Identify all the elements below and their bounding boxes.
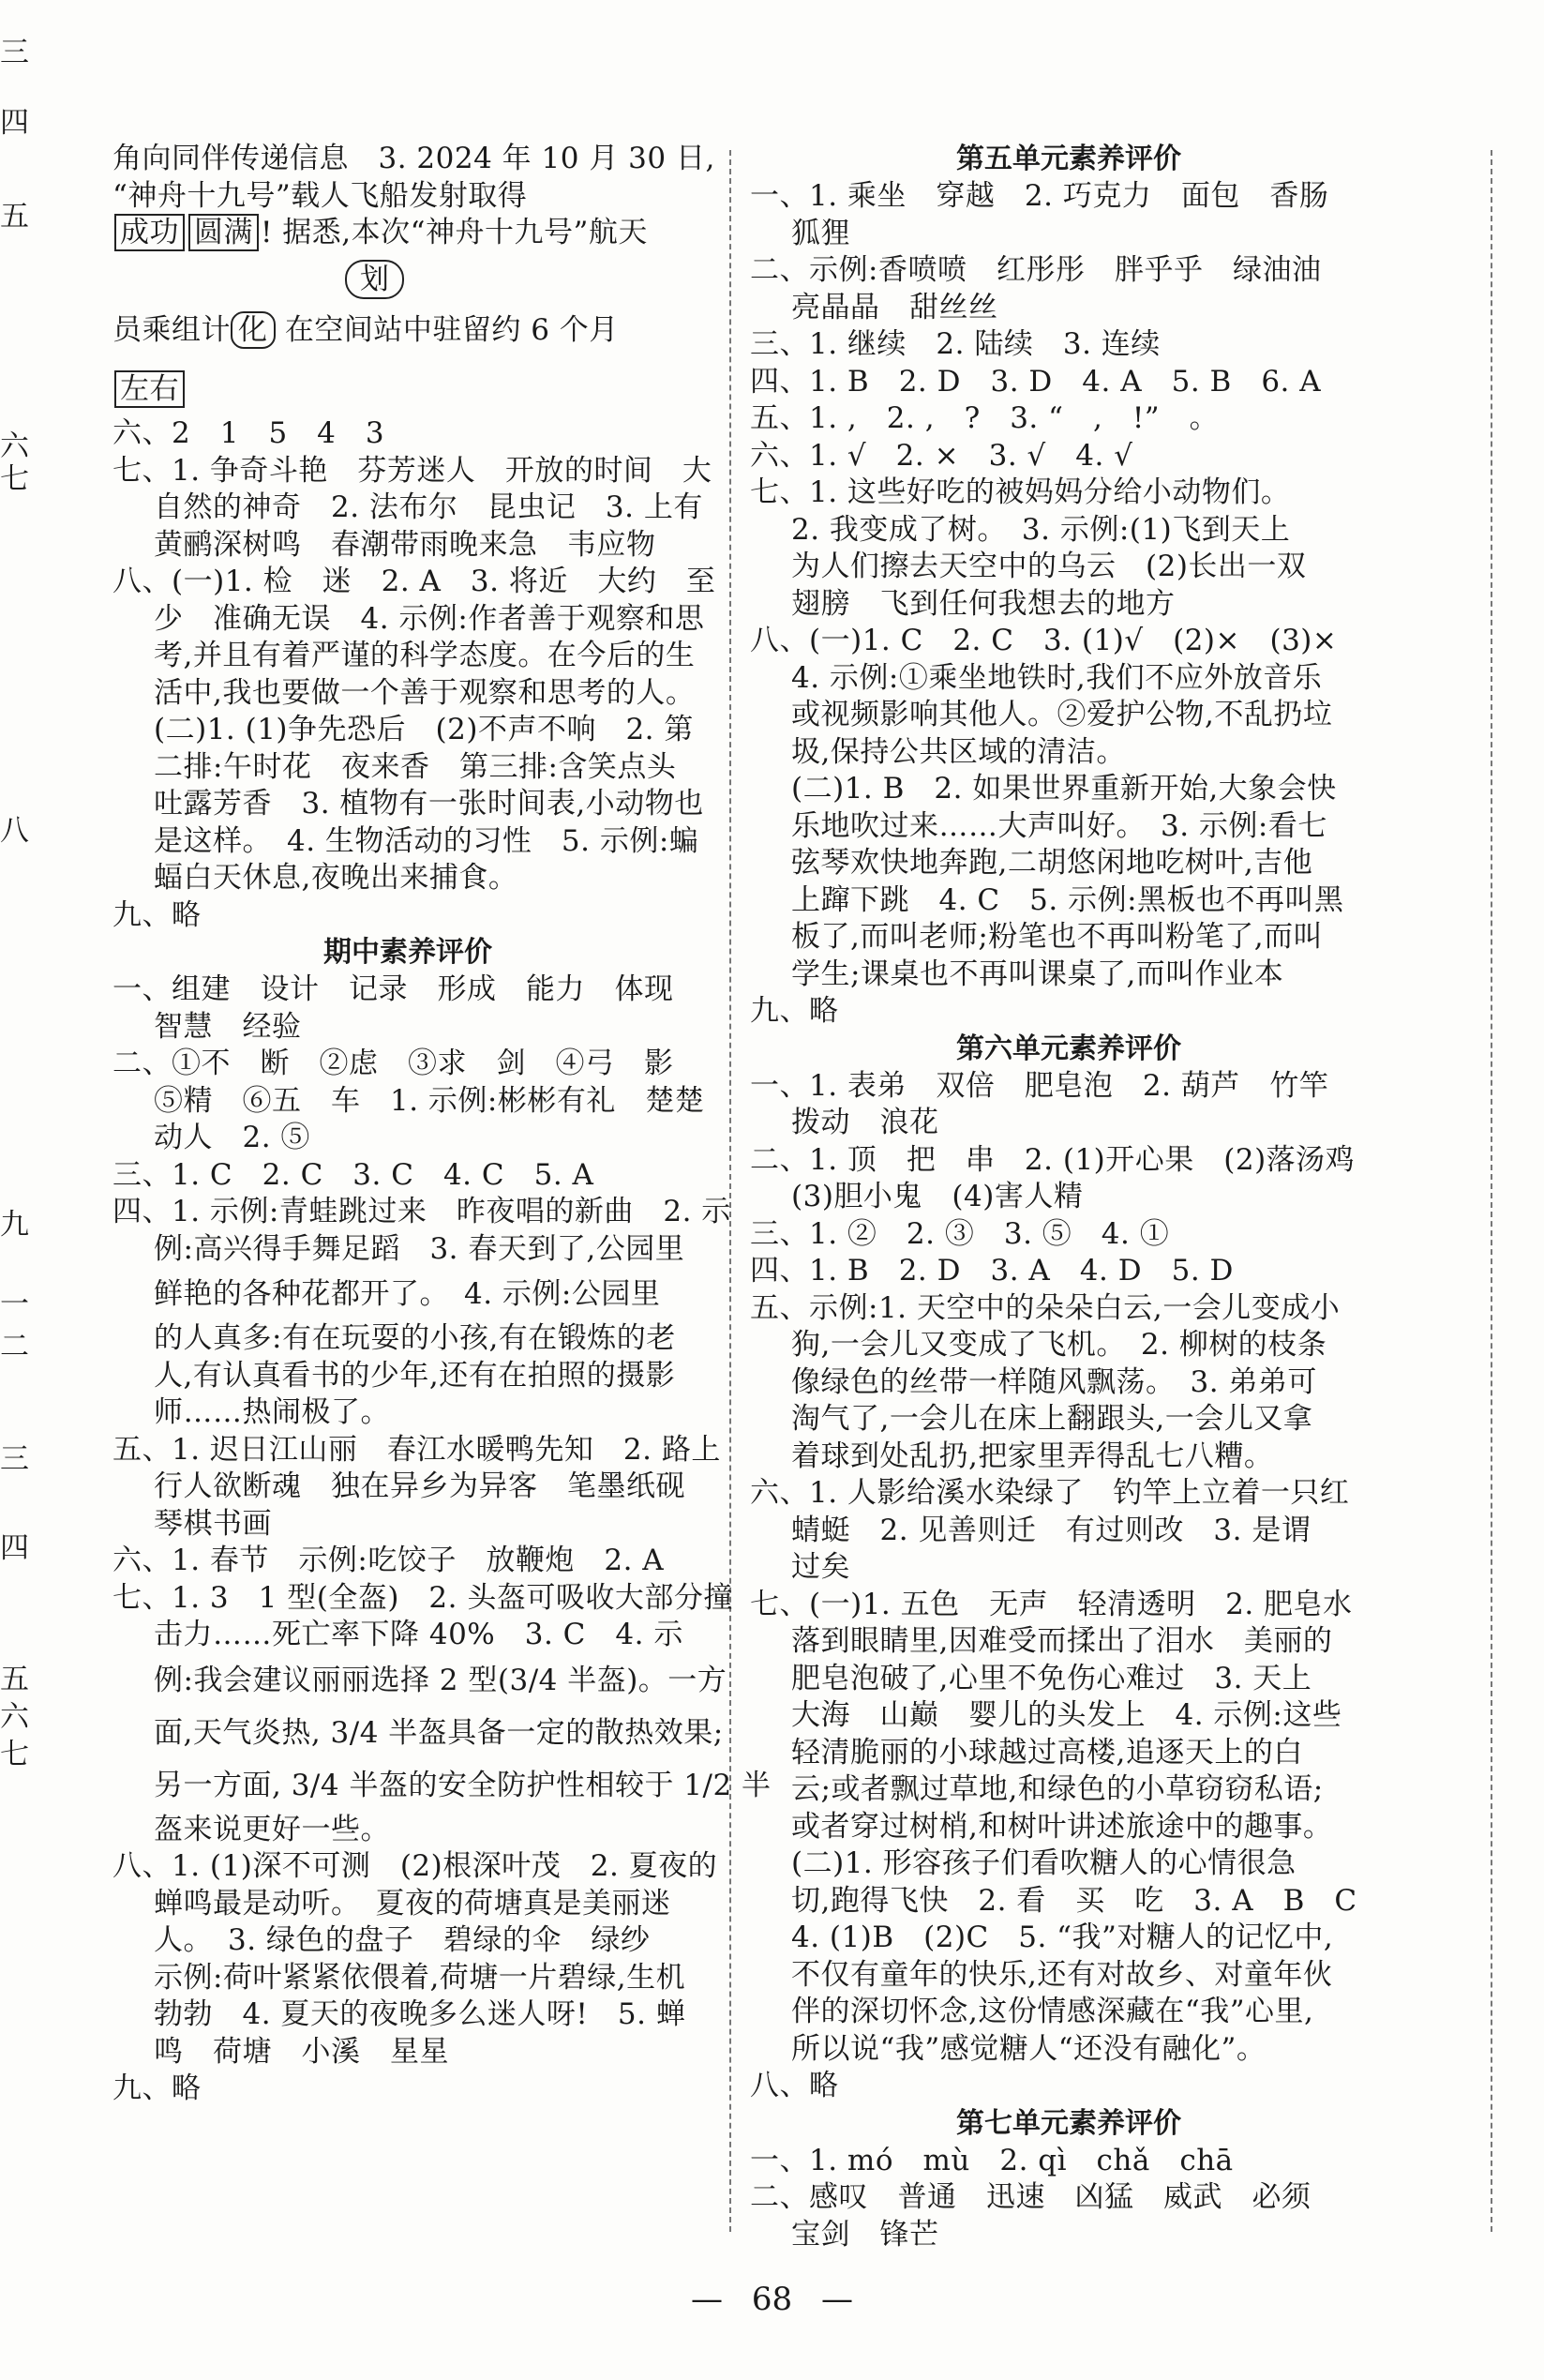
text-line: 考,并且有着严谨的科学态度。在今后的生: [154, 639, 696, 672]
text-line: 一、1. 表弟 双倍 肥皂泡 2. 葫芦 竹竿: [750, 1068, 1329, 1103]
text-line: 伴的深切怀念,这份情感深藏在“我”心里,: [791, 1995, 1314, 2028]
text-line: ⑤精 ⑥五 车 1. 示例:彬彬有礼 楚楚: [154, 1083, 705, 1118]
text-line: 五、示例:1. 天空中的朵朵白云,一会儿变成小: [750, 1290, 1341, 1325]
text-line: 拨动 浪花: [791, 1106, 939, 1139]
fragment-mark: 五: [0, 1663, 29, 1696]
text-line: (二)1. (1)争先恐后 (2)不声不响 2. 第: [154, 713, 694, 746]
middle-column: [750, 141, 1387, 2253]
text-line: (二)1. B 2. 如果世界重新开始,大象会快: [791, 772, 1337, 806]
footer-dash: —: [820, 2281, 853, 2318]
text-line: 不仅有童年的快乐,还有对故乡、对童年伙: [791, 1957, 1333, 1992]
text-fragment: ! 据悉,本次“神舟十九号”航天: [261, 216, 648, 249]
text-line: 淘气了,一会儿在床上翻跟头,一会儿又拿: [791, 1402, 1313, 1436]
text-line: 像绿色的丝带一样随风飘荡。 3. 弟弟可: [791, 1364, 1317, 1399]
text-line: [112, 363, 703, 415]
page-footer: [0, 2281, 1544, 2318]
text-line: 勃勃 4. 夏天的夜晚多么迷人呀! 5. 蝉: [154, 1997, 686, 2031]
text-line: 七、(一)1. 五色 无声 轻清透明 2. 肥皂水: [750, 1587, 1353, 1621]
text-line: 四、1. B 2. D 3. D 4. A 5. B 6. A: [750, 364, 1322, 399]
boxed-word: 成功: [114, 214, 185, 251]
fragment-mark: 二: [0, 1330, 29, 1363]
text-line: 二、①不 断 ②虑 ③求 剑 ④弓 影: [112, 1047, 674, 1080]
text-line: 三、1. C 2. C 3. C 4. C 5. A: [112, 1157, 594, 1192]
text-line: 或视频影响其他人。②爱护公物,不乱扔垃: [791, 698, 1333, 731]
text-line: 蝠白天休息,夜晚出来捕食。: [154, 861, 518, 895]
text-line: 三、1. 继续 2. 陆续 3. 连续: [750, 327, 1161, 361]
text-line: 鲜艳的各种花都开了。 4. 示例:公园里: [154, 1277, 661, 1311]
text-line: 五、1. , 2. , ? 3. “ , !” 。: [750, 401, 1220, 435]
fragment-mark: 四: [0, 1531, 29, 1565]
left-column: [112, 141, 772, 2108]
text-line: 蝉鸣最是动听。 夏夜的荷塘真是美丽迷: [154, 1886, 671, 1921]
text-line: 少 准确无误 4. 示例:作者善于观察和思: [154, 601, 705, 636]
text-line: 四、1. B 2. D 3. A 4. D 5. D: [750, 1254, 1234, 1288]
text-line: 吐露芳香 3. 植物有一张时间表,小动物也: [154, 787, 704, 821]
text-line: 角向同伴传递信息 3. 2024 年 10 月 30 日,: [112, 142, 715, 175]
text-line: 大海 山巅 婴儿的头发上 4. 示例:这些: [791, 1698, 1342, 1732]
text-line: 或者穿过树梢,和树叶讲述旅途中的趣事。: [791, 1809, 1333, 1844]
text-line: 切,跑得飞快 2. 看 买 吃 3. A B C: [791, 1883, 1357, 1918]
text-line: 着球到处乱扔,把家里弄得乱七八糟。: [791, 1439, 1274, 1473]
text-line: 师……热闹极了。: [154, 1395, 390, 1429]
text-line: 八、1. (1)深不可测 (2)根深叶茂 2. 夏夜的: [112, 1849, 718, 1883]
text-line: 行人欲断魂 独在异乡为异客 笔墨纸砚: [154, 1469, 685, 1503]
text-line: 七、1. 争奇斗艳 芬芳迷人 开放的时间 大: [112, 453, 712, 488]
text-line: 另一方面, 3/4 半盔的安全防护性相较于 1/2 半: [154, 1768, 772, 1802]
text-line: 2. 我变成了树。 3. 示例:(1)飞到天上: [791, 512, 1291, 547]
text-line: 狗,一会儿又变成了飞机。 2. 柳树的枝条: [791, 1328, 1327, 1362]
text-line: 宝剑 锋芒: [791, 2217, 939, 2252]
column-divider-right: [1491, 150, 1492, 2232]
text-line: 七、1. 3 1 型(全盔) 2. 头盔可吸收大部分撞: [112, 1580, 733, 1615]
text-line: 圾,保持公共区域的清洁。: [791, 734, 1126, 769]
text-line: 八、(一)1. 检 迷 2. A 3. 将近 大约 至: [112, 565, 716, 598]
page-number: 68: [751, 2281, 793, 2318]
text-line: 板了,而叫老师;粉笔也不再叫粉笔了,而叫: [791, 920, 1324, 954]
fragment-mark: 八: [0, 814, 29, 848]
fragment-mark: 三: [0, 36, 29, 69]
text-line: 二、示例:香喷喷 红彤彤 胖乎乎 绿油油: [750, 253, 1322, 287]
text-line: 弦琴欢快地奔跑,二胡悠闲地吃树叶,吉他: [791, 846, 1313, 880]
fragment-mark: 七: [0, 462, 29, 496]
text-line: 活中,我也要做一个善于观察和思考的人。: [154, 675, 696, 710]
text-line: 例:我会建议丽丽选择 2 型(3/4 半盔)。一方: [154, 1663, 727, 1697]
section-title-unit7: 第七单元素养评价: [956, 2106, 1181, 2140]
fragment-mark: 六: [0, 1700, 29, 1734]
fragment-mark: 五: [0, 200, 29, 233]
text-line: 过矣: [791, 1550, 850, 1584]
text-line: 一、1. 乘坐 穿越 2. 巧克力 面包 香肠: [750, 179, 1329, 213]
text-line: 示例:荷叶紧紧依偎着,荷塘一片碧绿,生机: [154, 1960, 686, 1995]
text-line: 蜻蜓 2. 见善则迁 有过则改 3. 是谓: [791, 1513, 1312, 1547]
circled-word: 化: [231, 311, 276, 349]
text-fragment: 在空间站中驻留约 6 个月: [284, 313, 619, 347]
text-line: 一、1. mó mù 2. qì chǎ chā: [750, 2143, 1234, 2177]
fragment-mark: 四: [0, 106, 29, 140]
text-line: 六、1. 春节 示例:吃饺子 放鞭炮 2. A: [112, 1544, 665, 1577]
text-line: 人,有认真看书的少年,还有在拍照的摄影: [154, 1358, 676, 1393]
text-line: 智慧 经验: [154, 1009, 302, 1044]
column-divider: [729, 150, 731, 2232]
fragment-mark: 九: [0, 1208, 29, 1242]
text-line: 落到眼睛里,因难受而揉出了泪水 美丽的: [791, 1624, 1333, 1658]
text-line: 二、感叹 普通 迅速 凶猛 威武 必须: [750, 2180, 1312, 2214]
fragment-mark: 六: [0, 429, 29, 463]
text-line: 六、1. 人影给溪水染绿了 钓竿上立着一只红: [750, 1476, 1350, 1510]
text-line: 动人 2. ⑤: [154, 1121, 310, 1154]
text-line: 七、1. 这些好吃的被妈妈分给小动物们。: [750, 475, 1291, 509]
text-line: [112, 312, 619, 350]
text-line: (二)1. 形容孩子们看吹糖人的心情很急: [791, 1846, 1297, 1880]
text-line: 是这样。 4. 生物活动的习性 5. 示例:蝙: [154, 823, 699, 858]
text-line: 为人们擦去天空中的乌云 (2)长出一双: [791, 550, 1307, 583]
text-line: 的人真多:有在玩耍的小孩,有在锻炼的老: [154, 1321, 676, 1355]
text-line: (3)胆小鬼 (4)害人精: [791, 1180, 1084, 1213]
text-line: 轻清脆丽的小球越过高楼,追逐天上的白: [791, 1735, 1303, 1770]
fragment-mark: 三: [0, 1442, 29, 1476]
text-line: 4. (1)B (2)C 5. “我”对糖人的记忆中,: [791, 1921, 1334, 1954]
text-line: 盔来说更好一些。: [154, 1812, 390, 1846]
text-line: 云;或者飘过草地,和绿色的小草窃窃私语;: [791, 1772, 1324, 1806]
text-line: 九、略: [750, 994, 839, 1028]
text-line: 六、1. √ 2. × 3. √ 4. √: [750, 438, 1133, 473]
text-line: 翅膀 飞到任何我想去的地方: [791, 586, 1176, 621]
section-title-unit5: 第五单元素养评价: [956, 143, 1181, 175]
fragment-mark: 一: [0, 1288, 29, 1321]
text-line: 二、1. 顶 把 串 2. (1)开心果 (2)落汤鸡: [750, 1142, 1356, 1177]
text-line: 五、1. 迟日江山丽 春江水暖鸭先知 2. 路上: [112, 1432, 721, 1467]
section-title-unit6: 第六单元素养评价: [956, 1032, 1181, 1065]
section-title-midterm: 期中素养评价: [323, 936, 492, 969]
insertion-mark: 划: [345, 260, 404, 299]
fragment-mark: 七: [0, 1738, 29, 1771]
text-line: 三、1. ② 2. ③ 3. ⑤ 4. ①: [750, 1216, 1170, 1251]
text-line: [112, 215, 648, 252]
text-line: 狐狸: [791, 216, 850, 250]
text-line: 4. 示例:①乘坐地铁时,我们不应外放音乐: [791, 660, 1323, 695]
text-line: 乐地吹过来……大声叫好。 3. 示例:看七: [791, 808, 1327, 843]
text-line: 鸣 荷塘 小溪 星星: [154, 2034, 449, 2069]
text-line: 所以说“我”感觉糖人“还没有融化”。: [791, 2031, 1267, 2066]
edit-mark-block: [112, 215, 703, 357]
text-line: 学生;课桌也不再叫课桌了,而叫作业本: [791, 957, 1284, 991]
text-line: 击力……死亡率下降 40% 3. C 4. 示: [154, 1618, 683, 1651]
text-line: 人。 3. 绿色的盘子 碧绿的伞 绿纱: [154, 1923, 651, 1957]
boxed-word: 左右: [114, 370, 185, 408]
text-line: 八、(一)1. C 2. C 3. (1)√ (2)× (3)×: [750, 624, 1338, 657]
text-line: 上蹿下跳 4. C 5. 示例:黑板也不再叫黑: [791, 882, 1344, 917]
text-line: 肥皂泡破了,心里不免伤心难过 3. 天上: [791, 1661, 1312, 1695]
text-line: 琴棋书画: [154, 1506, 272, 1541]
text-line: 例:高兴得手舞足蹈 3. 春天到了,公园里: [154, 1231, 685, 1266]
text-line: “神舟十九号”载人飞船发射取得: [112, 178, 528, 213]
text-line: 一、组建 设计 记录 形成 能力 体现: [112, 972, 674, 1006]
text-fragment: 员乘组计: [112, 313, 231, 347]
text-line: 九、略: [112, 897, 202, 932]
text-line: 自然的神奇 2. 法布尔 昆虫记 3. 上有: [154, 490, 703, 524]
text-line: 黄鹂深树鸣 春潮带雨晚来急 韦应物: [154, 527, 656, 562]
text-line: 四、1. 示例:青蛙跳过来 昨夜唱的新曲 2. 示: [112, 1195, 731, 1228]
text-line: 亮晶晶 甜丝丝: [791, 290, 998, 324]
text-line: 二排:午时花 夜来香 第三排:含笑点头: [154, 749, 677, 784]
boxed-word: 圆满: [188, 214, 259, 251]
text-line: 九、略: [112, 2071, 202, 2105]
footer-dash: —: [691, 2281, 724, 2318]
text-line: 面,天气炎热, 3/4 半盔具备一定的散热效果;: [154, 1715, 724, 1750]
text-line: 六、2 1 5 4 3: [112, 416, 385, 450]
text-line: 八、略: [750, 2069, 839, 2102]
